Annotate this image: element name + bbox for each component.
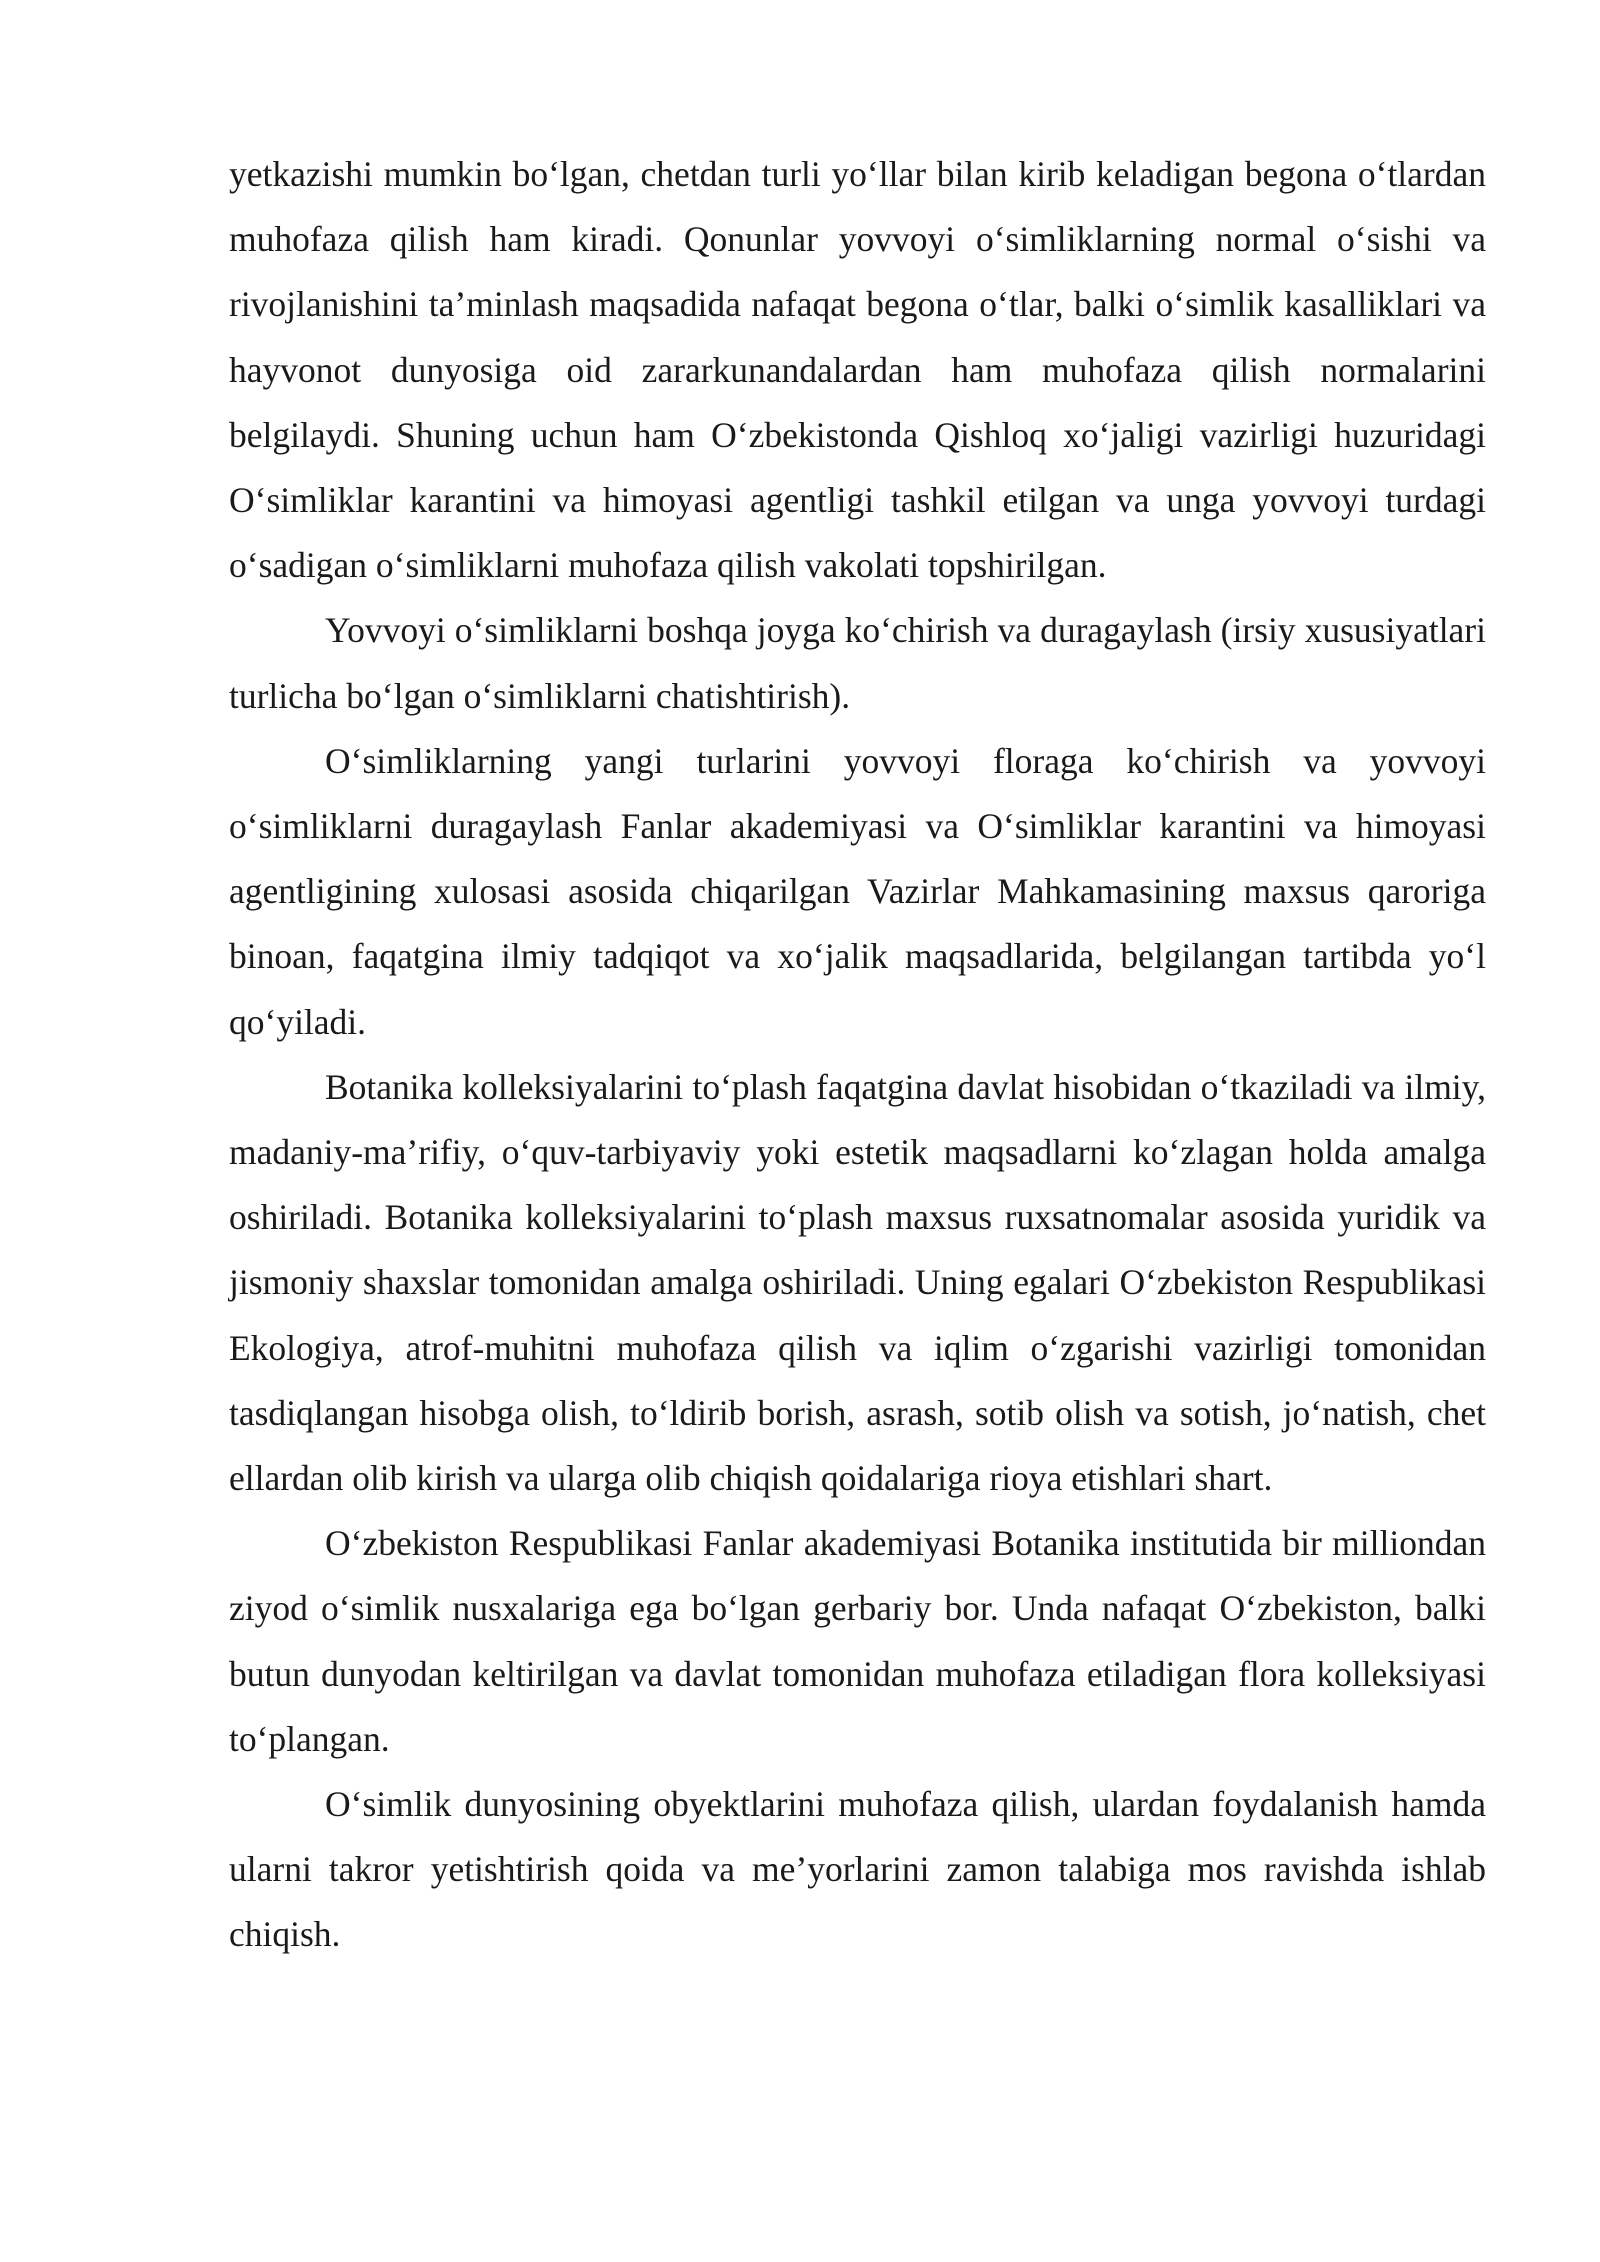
paragraph: O‘simliklarning yangi turlarini yovvoyi floraga ko‘chirish va yovvoyi o‘simliklarni duragaylash Fanlar akademiyasi va O‘simliklar karantini va himoyasi agentligining xulosasi asosida chiqarilgan Vazirlar Mahkamasining maxsus qaroriga binoan, faqatgina ilmiy tadqiqot va xo‘jalik maqsadlarida, belgilangan tartibda yo‘l qo‘yiladi. — [229, 740, 1486, 1042]
document-body — [229, 142, 1486, 1968]
paragraph: Yovvoyi o‘simliklarni boshqa joyga ko‘chirish va duragaylash (irsiy xususiyatlari turlicha bo‘lgan o‘simliklarni chatishtirish). — [229, 610, 1486, 716]
paragraph: yetkazishi mumkin bo‘lgan, chetdan turli yo‘llar bilan kirib keladigan begona o‘tlardan muhofaza qilish ham kiradi. Qonunlar yovvoyi o‘simliklarning normal o‘sishi va rivojlanishini ta’minlash maqsadida nafaqat begona o‘tlar, balki o‘simlik kasalliklari va hayvonot dunyosiga oid zararkunandalardan ham muhofaza qilish normalarini belgilaydi. Shuning uchun ham O‘zbekistonda Qishloq xo‘jaligi vazirligi huzuridagi O‘simliklar karantini va himoyasi agentligi tashkil etilgan va unga yovvoyi turdagi o‘sadigan o‘simliklarni muhofaza qilish vakolati topshirilgan. — [229, 154, 1486, 586]
paragraph: O‘zbekiston Respublikasi Fanlar akademiyasi Botanika institutida bir milliondan ziyod o‘simlik nusxalariga ega bo‘lgan gerbariy bor. Unda nafaqat O‘zbekiston, balki butun dunyodan keltirilgan va davlat tomonidan muhofaza etiladigan flora kolleksiyasi to‘plangan. — [229, 1523, 1486, 1759]
paragraph: O‘simlik dunyosining obyektlarini muhofaza qilish, ulardan foydalanish hamda ularni takror yetishtirish qoida va me’yorlarini zamon talabiga mos ravishda ishlab chiqish. — [229, 1784, 1486, 1955]
paragraph: Botanika kolleksiyalarini to‘plash faqatgina davlat hisobidan o‘tkaziladi va ilmiy, madaniy-ma’rifiy, o‘quv-tarbiyaviy yoki estetik maqsadlarni ko‘zlagan holda amalga oshiriladi. Botanika kolleksiyalarini to‘plash maxsus ruxsatnomalar asosida yuridik va jismoniy shaxslar tomonidan amalga oshiriladi. Uning egalari O‘zbekiston Respublikasi Ekologiya, atrof-muhitni muhofaza qilish va iqlim o‘zgarishi vazirligi tomonidan tasdiqlangan hisobga olish, to‘ldirib borish, asrash, sotib olish va sotish, jo‘natish, chet ellardan olib kirish va ularga olib chiqish qoidalariga rioya etishlari shart. — [229, 1066, 1486, 1499]
